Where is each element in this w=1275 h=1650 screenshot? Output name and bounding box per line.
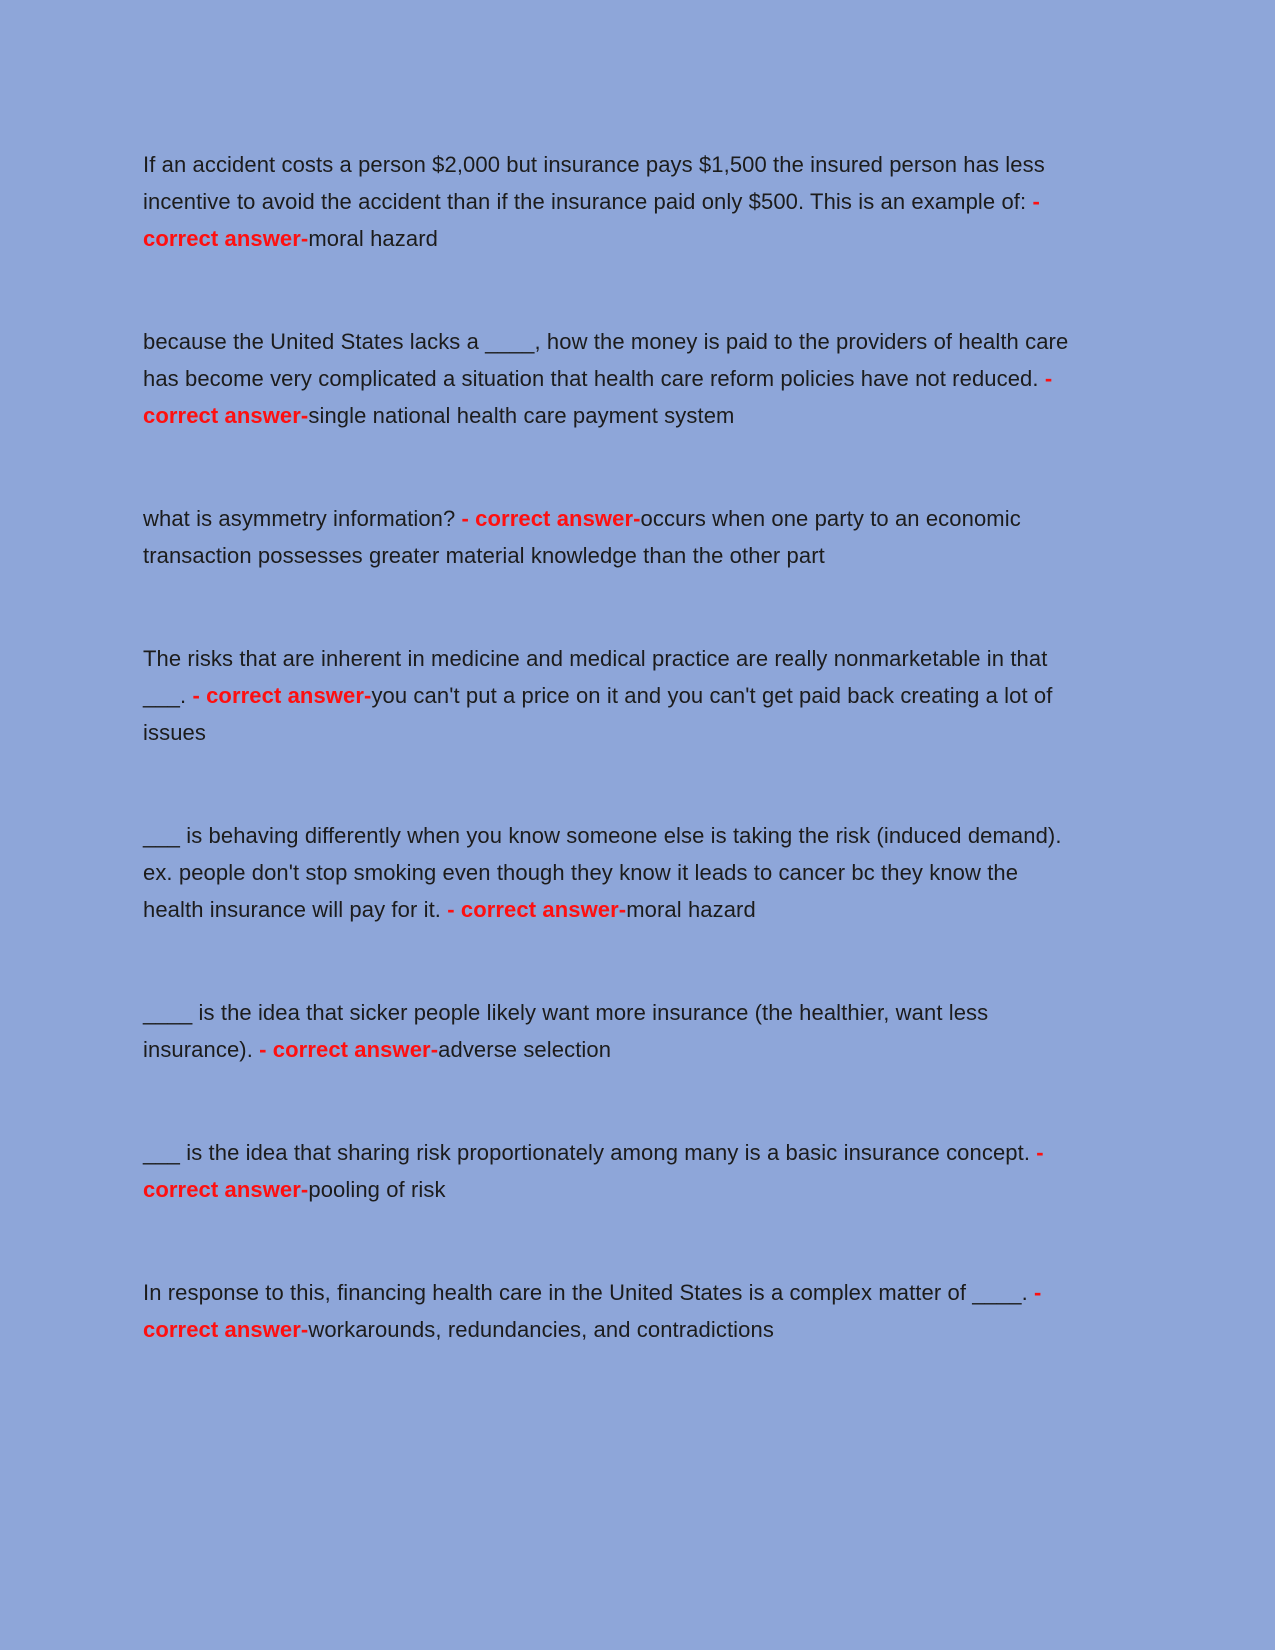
qa-list	[143, 146, 1083, 1348]
qa-item	[143, 1134, 1083, 1208]
correct-answer-marker: - correct answer-	[447, 897, 627, 922]
question-text: ___ is the idea that sharing risk proportionately among many is a basic insurance concept.	[143, 1140, 1037, 1165]
answer-text: single national health care payment system	[308, 403, 735, 428]
correct-answer-marker: - correct answer-	[143, 1280, 1042, 1342]
question-text: ____ is the idea that sicker people likely want more insurance (the healthier, want less insurance).	[143, 1000, 989, 1062]
question-text: The risks that are inherent in medicine and medical practice are really nonmarketable in that ___.	[143, 646, 1048, 708]
correct-answer-marker: - correct answer-	[143, 189, 1040, 251]
answer-text: pooling of risk	[308, 1177, 446, 1202]
qa-item	[143, 146, 1083, 257]
answer-text: moral hazard	[626, 897, 756, 922]
correct-answer-marker: - correct answer-	[461, 506, 641, 531]
question-text: because the United States lacks a ____, how the money is paid to the providers of health care has become very complicated a situation that health care reform policies have not reduced.	[143, 329, 1069, 391]
qa-item	[143, 994, 1083, 1068]
qa-item	[143, 1274, 1083, 1348]
answer-text: moral hazard	[308, 226, 438, 251]
question-text: In response to this, financing health care in the United States is a complex matter of ____.	[143, 1280, 1035, 1305]
correct-answer-marker: - correct answer-	[143, 366, 1053, 428]
qa-item	[143, 817, 1083, 928]
answer-text: occurs when one party to an economic transaction possesses greater material knowledge than the other part	[143, 506, 1021, 568]
qa-item	[143, 323, 1083, 434]
answer-text: workarounds, redundancies, and contradictions	[308, 1317, 774, 1342]
answer-text: you can't put a price on it and you can't get paid back creating a lot of issues	[143, 683, 1053, 745]
question-text: what is asymmetry information?	[143, 506, 462, 531]
question-text: If an accident costs a person $2,000 but insurance pays $1,500 the insured person has less incentive to avoid the accident than if the insurance paid only $500. This is an example of:	[143, 152, 1045, 214]
answer-text: adverse selection	[438, 1037, 612, 1062]
qa-item	[143, 500, 1083, 574]
correct-answer-marker: - correct answer-	[192, 683, 372, 708]
qa-item	[143, 640, 1083, 751]
question-text: ___ is behaving differently when you know someone else is taking the risk (induced demand). ex. people don't stop smoking even though they know it leads to cancer bc they know the health insurance will pay for it.	[143, 823, 1062, 922]
correct-answer-marker: - correct answer-	[143, 1140, 1044, 1202]
correct-answer-marker: - correct answer-	[259, 1037, 439, 1062]
